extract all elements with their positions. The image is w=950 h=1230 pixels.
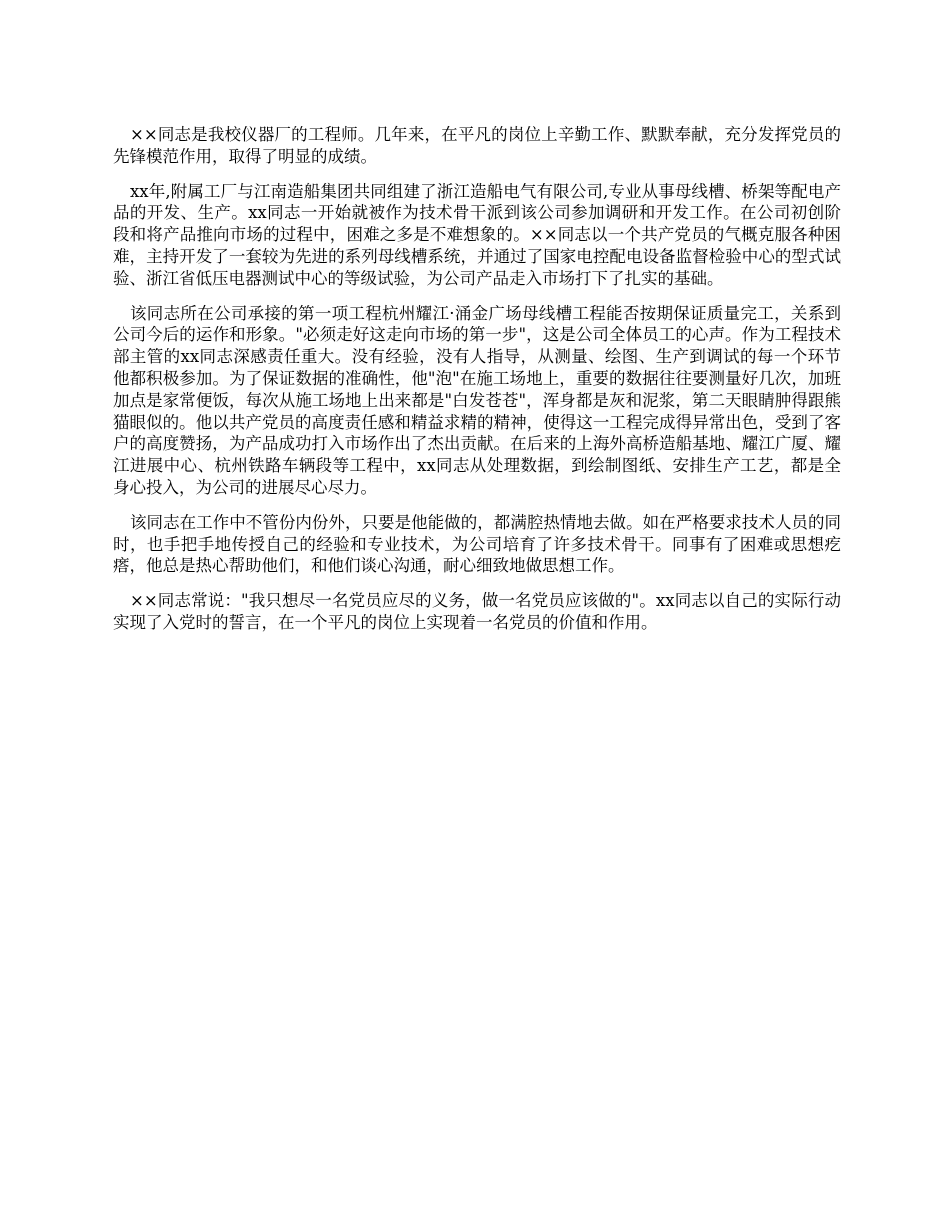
paragraph-2: xx年,附属工厂与江南造船集团共同组建了浙江造船电气有限公司,专业从事母线槽、桥架等配电产品的开发、生产。xx同志一开始就被作为技术骨干派到该公司参加调研和开发工作。在公司初创阶段和将产品推向市场的过程中，困难之多是不难想象的。××同志以一个共产党员的气概克服各种困难，主持开发了一套较为先进的系列母线槽系统，并通过了国家电控配电设备监督检验中心的型式试验、浙江省低压电器测试中心的等级试验，为公司产品走入市场打下了扎实的基础。 [113,181,841,288]
document-body [113,124,841,647]
paragraph-4: 该同志在工作中不管份内份外，只要是他能做的，都满腔热情地去做。如在严格要求技术人员的同时，也手把手地传授自己的经验和专业技术，为公司培育了许多技术骨干。同事有了困难或思想疙瘩，他总是热心帮助他们，和他们谈心沟通，耐心细致地做思想工作。 [113,512,841,576]
paragraph-5: ××同志常说："我只想尽一名党员应尽的义务，做一名党员应该做的"。xx同志以自己的实际行动实现了入党时的誓言，在一个平凡的岗位上实现着一名党员的价值和作用。 [113,591,841,632]
paragraph-1: ××同志是我校仪器厂的工程师。几年来，在平凡的岗位上辛勤工作、默默奉献，充分发挥党员的先锋模范作用，取得了明显的成绩。 [113,125,841,166]
paragraph-3: 该同志所在公司承接的第一项工程杭州耀江·涌金广场母线槽工程能否按期保证质量完工，关系到公司今后的运作和形象。"必须走好这走向市场的第一步"，这是公司全体员工的心声。作为工程技术部主管的xx同志深感责任重大。没有经验，没有人指导，从测量、绘图、生产到调试的每一个环节他都积极参加。为了保证数据的准确性，他"泡"在施工场地上，重要的数据往往要测量好几次，加班加点是家常便饭，每次从施工场地上出来都是"白发苍苍"，浑身都是灰和泥浆，第二天眼睛肿得跟熊猫眼似的。他以共产党员的高度责任感和精益求精的精神，使得这一工程完成得异常出色，受到了客户的高度赞扬，为产品成功打入市场作出了杰出贡献。在后来的上海外高桥造船基地、耀江广厦、耀江进展中心、杭州铁路车辆段等工程中，xx同志从处理数据，到绘制图纸、安排生产工艺，都是全身心投入，为公司的进展尽心尽力。 [113,303,841,497]
